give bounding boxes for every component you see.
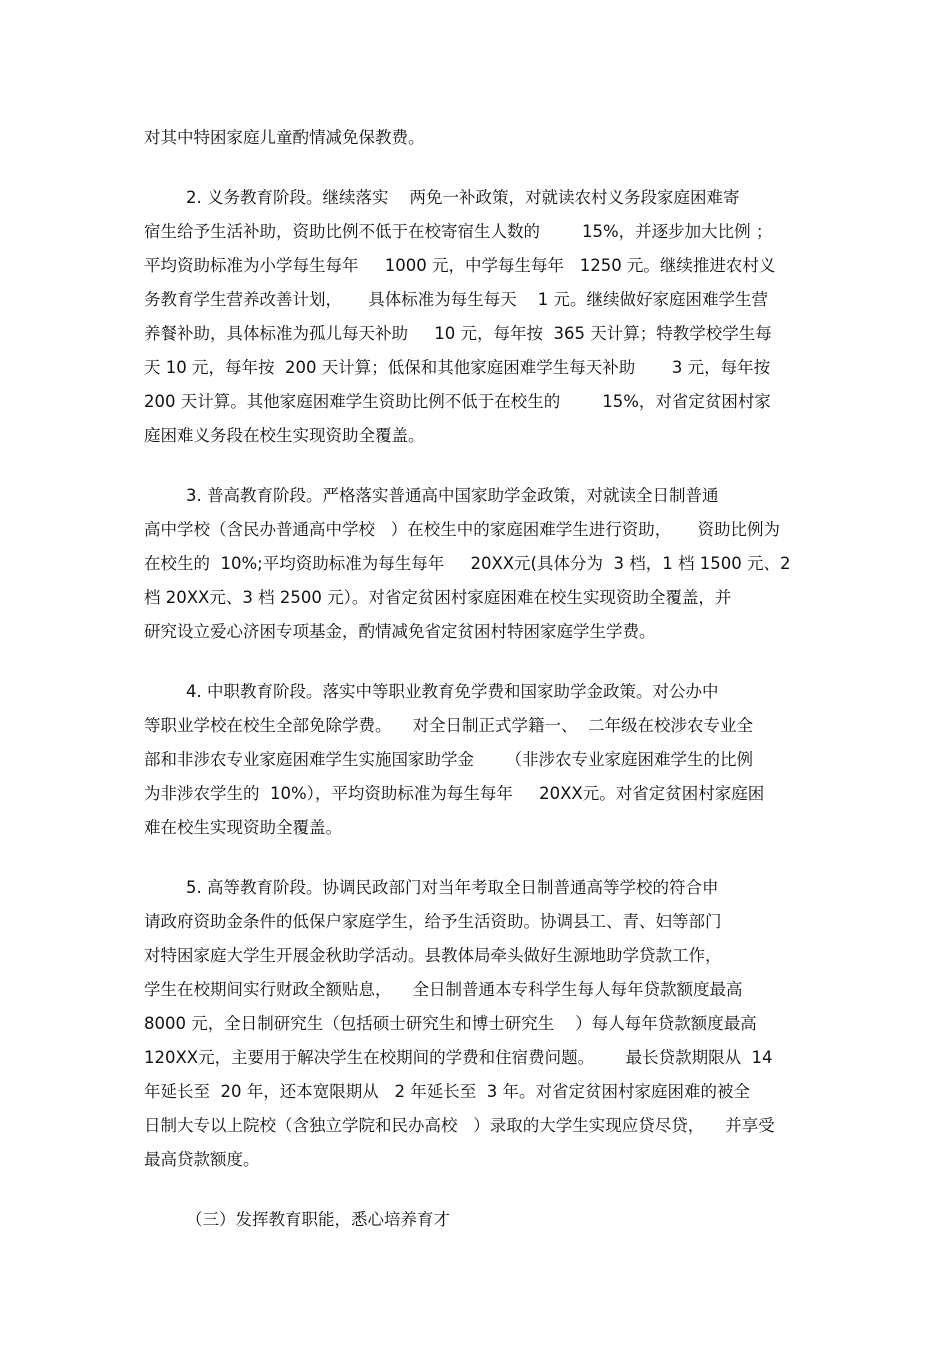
section-higher-line: 120XX元，主要用于解决学生在校期间的学费和住宿费问题。 最长贷款期限从 14: [144, 1048, 773, 1067]
section-compulsory-line: 养餐补助，具体标准为孤儿每天补助 10 元，每年按 365 天计算；特教学校学生每: [144, 324, 772, 343]
section-higher-line: 最高贷款额度。: [144, 1150, 260, 1169]
section-compulsory-line: 宿生给予生活补助，资助比例不低于在校寄宿生人数的 15%，并逐步加大比例 ；: [144, 222, 773, 241]
section-vocational-line: 为非涉农学生的 10%），平均资助标准为每生每年 20XX元。对省定贫困村家庭困: [144, 784, 765, 803]
section-compulsory-line: 庭困难义务段在校生实现资助全覆盖。: [144, 426, 425, 445]
section-compulsory-line: 平均资助标准为小学每生每年 1000 元，中学每生每年 1250 元。继续推进农村义: [144, 256, 776, 275]
section-vocational-line: 难在校生实现资助全覆盖。: [144, 818, 342, 837]
section-heading: （三）发挥教育职能，悉心培养育才: [186, 1210, 450, 1229]
section-higher-line: 年延长至 20 年，还本宽限期从 2 年延长至 3 年。对省定贫困村家庭困难的被全: [144, 1082, 750, 1101]
section-compulsory-line: 200 天计算。其他家庭困难学生资助比例不低于在校生的 15%，对省定贫困村家: [144, 392, 771, 411]
section-higher-line: 请政府资助金条件的低保户家庭学生，给予生活资助。协调县工、青、妇等部门: [144, 912, 722, 931]
section-vocational-line: 等职业学校在校生全部免除学费。 对全日制正式学籍一、 二年级在校涉农专业全: [144, 716, 753, 735]
section-compulsory-line: 务教育学生营养改善计划， 具体标准为每生每天 1 元。继续做好家庭困难学生营: [144, 290, 768, 309]
section-high-school-line: 高中学校（含民办普通高中学校 ）在校生中的家庭困难学生进行资助， 资助比例为: [144, 520, 780, 539]
section-high-school-line: 研究设立爱心济困专项基金，酌情减免省定贫困村特困家庭学生学费。: [144, 622, 656, 641]
section-compulsory-line: 天 10 元，每年按 200 天计算；低保和其他家庭困难学生每天补助 3 元，每年按: [144, 358, 771, 377]
section-high-school-line: 在校生的 10%;平均资助标准为每生每年 20XX元(具体分为 3 档，1 档 1500 元、2: [144, 554, 791, 573]
section-vocational-line: 4. 中职教育阶段。落实中等职业教育免学费和国家助学金政策。对公办中: [186, 682, 719, 701]
intro-line: 对其中特困家庭儿童酌情减免保教费。: [144, 128, 425, 147]
section-higher-line: 学生在校期间实行财政全额贴息， 全日制普通本专科学生每人每年贷款额度最高: [144, 980, 743, 999]
section-higher-line: 8000 元，全日制研究生（包括硕士研究生和博士研究生 ）每人每年贷款额度最高: [144, 1014, 757, 1033]
section-vocational-line: 部和非涉农专业家庭困难学生实施国家助学金 （非涉农专业家庭困难学生的比例: [144, 750, 753, 769]
section-high-school-line: 档 20XX元、3 档 2500 元）。对省定贫困村家庭困难在校生实现资助全覆盖，并: [144, 588, 732, 607]
section-high-school-line: 3. 普高教育阶段。严格落实普通高中国家助学金政策，对就读全日制普通: [186, 486, 719, 505]
section-compulsory-line: 2. 义务教育阶段。继续落实 两免一补政策，对就读农村义务段家庭困难寄: [186, 188, 740, 207]
section-higher-line: 5. 高等教育阶段。协调民政部门对当年考取全日制普通高等学校的符合申: [186, 878, 719, 897]
section-higher-line: 对特困家庭大学生开展金秋助学活动。县教体局牵头做好生源地助学贷款工作，: [144, 946, 722, 965]
section-higher-line: 日制大专以上院校（含独立学院和民办高校 ）录取的大学生实现应贷尽贷， 并享受: [144, 1116, 775, 1135]
